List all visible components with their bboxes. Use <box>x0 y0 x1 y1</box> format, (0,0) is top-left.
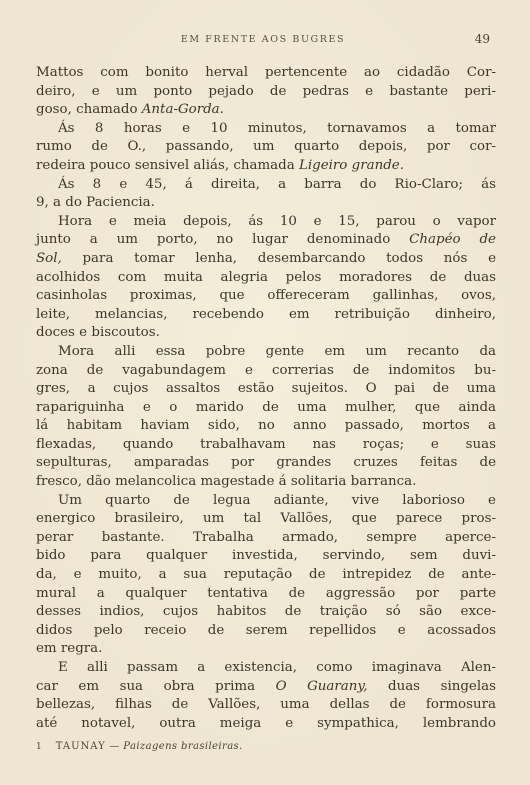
text-line: Ás 8 e 45, á direita, a barra do Rio-Claro; ás <box>58 176 496 192</box>
body-text <box>36 64 496 733</box>
text-line: da, e muito, a sua reputação de intrepidez de ante- <box>36 567 496 583</box>
text-line: Sol, para tomar lenha, desembarcando todos nós e <box>36 250 496 266</box>
text-line: Mattos com bonito herval pertencente ao cidadão Cor- <box>36 65 496 80</box>
text-line: acolhidos com muita alegria pelos moradores de duas <box>36 269 496 285</box>
footnote <box>36 741 243 752</box>
footnote-mark: 1 <box>36 742 43 752</box>
text-line: junto a um porto, no lugar denominado Chapéo de <box>36 232 496 248</box>
page-number: 49 <box>474 32 490 46</box>
text-line: até notavel, outra meiga e sympathica, lembrando <box>36 715 496 731</box>
page-header <box>36 34 490 52</box>
text-line: zona de vagabundagem e correrias de indomitos bu- <box>36 362 496 378</box>
text-line: Mora alli essa pobre gente em um recanto da <box>58 343 496 359</box>
text-line: Um quarto de legua adiante, vive laborioso e <box>58 492 496 508</box>
footnote-title: Paizagens brasileiras. <box>123 741 243 752</box>
text-line: fresco, dão melancolica magestade á solitaria barranca. <box>36 474 417 490</box>
text-line: energico brasileiro, um tal Vallões, que parece pros- <box>36 511 496 527</box>
text-line: sepulturas, amparadas por grandes cruzes feitas de <box>36 455 496 471</box>
text-line: didos pelo receio de serem repellidos e acossados <box>36 622 496 638</box>
footnote-author: TAUNAY <box>55 741 106 752</box>
text-line: leite, melancias, recebendo em retribuição dinheiro, <box>36 306 496 322</box>
text-line: gres, a cujos assaltos estão sujeitos. O pai de uma <box>36 381 496 397</box>
text-line: 9, a do Paciencia. <box>36 195 155 211</box>
text-line: redeira pouco sensivel aliás, chamada Ligeiro grande. <box>36 157 404 173</box>
text-line: Hora e meia depois, ás 10 e 15, parou o vapor <box>58 213 496 229</box>
text-line: car em sua obra prima O Guarany, duas singelas <box>36 678 496 694</box>
text-line: goso, chamado Anta-Gorda. <box>36 102 224 118</box>
text-line: bido para qualquer investida, servindo, sem duvi- <box>36 548 496 564</box>
text-line: doces e biscoutos. <box>36 325 160 341</box>
text-line: rapariguinha e o marido de uma mulher, que ainda <box>36 399 496 415</box>
text-line: desses indios, cujos habitos de traição só são exce- <box>36 604 496 620</box>
running-title: EM FRENTE AOS BUGRES <box>180 34 346 45</box>
text-line: rumo de O., passando, um quarto depois, por cor- <box>36 139 496 155</box>
footnote-separator: — <box>109 741 120 752</box>
text-line: bellezas, filhas de Vallões, uma dellas de formosura <box>36 697 496 713</box>
text-line: E alli passam a existencia, como imaginava Alen- <box>58 660 496 675</box>
text-line: flexadas, quando trabalhavam nas roças; e suas <box>36 436 496 452</box>
text-line: deiro, e um ponto pejado de pedras e bastante peri- <box>36 83 496 99</box>
text-line: casinholas proximas, que offereceram gallinhas, ovos, <box>36 288 496 304</box>
text-line: Ás 8 horas e 10 minutos, tornavamos a tomar <box>58 120 496 136</box>
text-line: mural a qualquer tentativa de aggressão por parte <box>36 585 496 601</box>
text-line: perar bastante. Trabalha armado, sempre aperce- <box>36 529 496 545</box>
text-line: em regra. <box>36 641 103 657</box>
text-line: lá habitam haviam sido, no anno passado, mortos a <box>36 418 496 434</box>
